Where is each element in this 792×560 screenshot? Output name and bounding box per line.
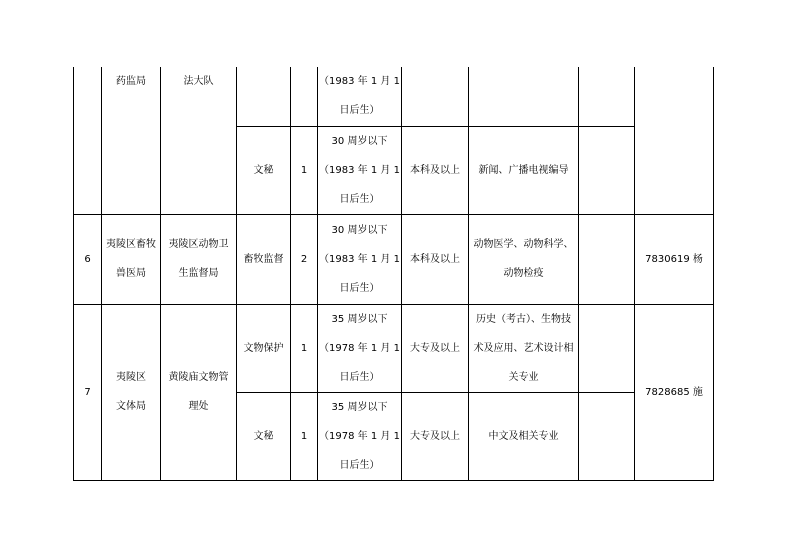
cell-age: 30 周岁以下 （1983 年 1 月 1 日后生）	[318, 126, 402, 214]
cell-no: 7	[74, 304, 102, 480]
cell-age: （1983 年 1 月 1 日后生）	[318, 67, 402, 126]
cell-post: 文物保护	[237, 304, 291, 392]
cell-note	[579, 67, 635, 126]
cell-note	[579, 392, 635, 480]
cell-count: 1	[291, 392, 318, 480]
cell-major	[469, 67, 579, 126]
cell-major: 历史（考古）、生物技 术及应用、艺术设计相 关专业	[469, 304, 579, 392]
cell-edu: 大专及以上	[402, 392, 469, 480]
cell-unit: 夷陵区动物卫 生监督局	[161, 214, 237, 304]
cell-note	[579, 304, 635, 392]
cell-age: 35 周岁以下 （1978 年 1 月 1 日后生）	[318, 392, 402, 480]
cell-post: 畜牧监督	[237, 214, 291, 304]
cell-age: 30 周岁以下 （1983 年 1 月 1 日后生）	[318, 214, 402, 304]
cell-major: 新闻、广播电视编导	[469, 126, 579, 214]
cell-count	[291, 67, 318, 126]
cell-contact: 7828685 施	[635, 304, 714, 480]
cell-major: 动物医学、动物科学、 动物检疫	[469, 214, 579, 304]
table-row	[74, 214, 714, 304]
cell-dept: 夷陵区畜牧 兽医局	[102, 214, 161, 304]
cell-contact	[635, 67, 714, 214]
cell-age: 35 周岁以下 （1978 年 1 月 1 日后生）	[318, 304, 402, 392]
cell-dept: 药监局	[102, 67, 161, 214]
cell-count: 1	[291, 304, 318, 392]
table-row	[74, 67, 714, 126]
cell-unit: 黄陵庙文物管 理处	[161, 304, 237, 480]
cell-no	[74, 67, 102, 214]
cell-edu: 大专及以上	[402, 304, 469, 392]
cell-count: 2	[291, 214, 318, 304]
cell-unit: 法大队	[161, 67, 237, 214]
cell-no: 6	[74, 214, 102, 304]
cell-note	[579, 126, 635, 214]
cell-count: 1	[291, 126, 318, 214]
cell-major: 中文及相关专业	[469, 392, 579, 480]
cell-post	[237, 67, 291, 126]
cell-edu	[402, 67, 469, 126]
cell-edu: 本科及以上	[402, 214, 469, 304]
cell-edu: 本科及以上	[402, 126, 469, 214]
recruitment-table	[73, 67, 714, 481]
cell-post: 文秘	[237, 126, 291, 214]
cell-contact: 7830619 杨	[635, 214, 714, 304]
cell-post: 文秘	[237, 392, 291, 480]
cell-note	[579, 214, 635, 304]
table-row	[74, 304, 714, 392]
cell-dept: 夷陵区 文体局	[102, 304, 161, 480]
